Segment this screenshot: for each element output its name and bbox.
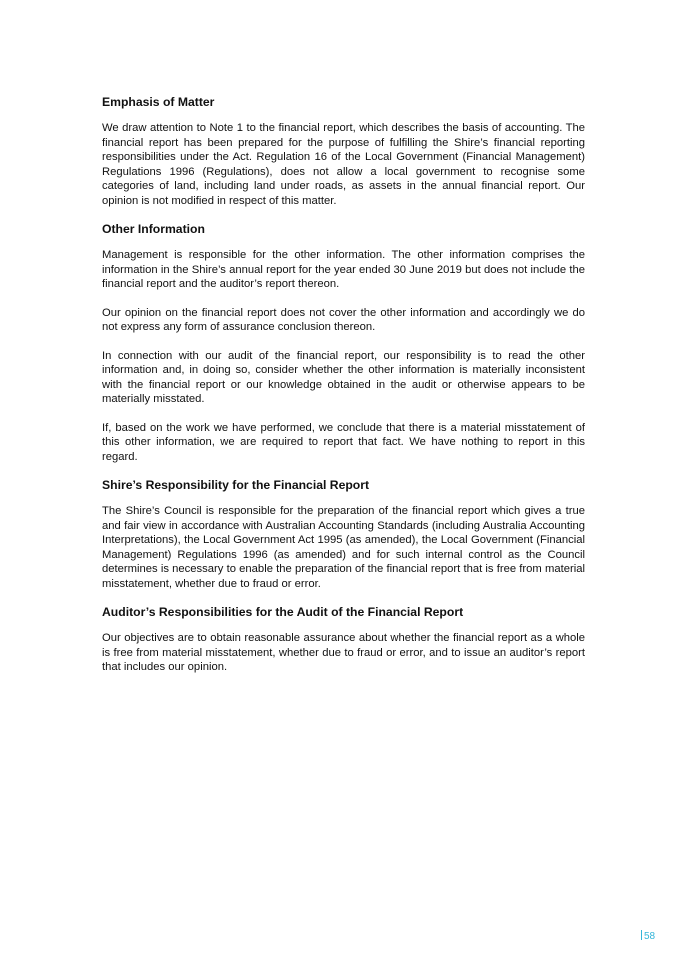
page-number-value: 58: [644, 931, 656, 942]
section-auditor-responsibilities: [102, 605, 585, 675]
section-heading: Other Information: [102, 222, 205, 236]
paragraph: The Shire’s Council is responsible for the preparation of the financial report which gives a true and fair view in accordance with Australian Accounting Standards (including Australia Accounting Interpretations), the Local Government Act 1995 (as amended), the Local Government (Financial Management) Regulations 1996 (as amended) and for such internal control as the Council determines is necessary to enable the preparation of the financial report that is free from material misstatement, whether due to fraud or error.: [102, 505, 585, 590]
paragraph: We draw attention to Note 1 to the financial report, which describes the basis of accounting. The financial report has been prepared for the purpose of fulfilling the Shire’s financial reporting responsibilities under the Act. Regulation 16 of the Local Government (Financial Management) Regulations 1996 (Regulations), does not allow a local government to recognise some categories of land, including land under roads, as assets in the annual financial report. Our opinion is not modified in respect of this matter.: [102, 122, 585, 207]
section-heading: Emphasis of Matter: [102, 95, 215, 109]
section-emphasis-of-matter: [102, 95, 585, 208]
paragraph: Our objectives are to obtain reasonable assurance about whether the financial report as a whole is free from material misstatement, whether due to fraud or error, and to issue an auditor’s report that includes our opinion.: [102, 632, 585, 673]
paragraph: Management is responsible for the other information. The other information comprises the information in the Shire’s annual report for the year ended 30 June 2019 but does not include the financial report and the auditor’s report thereon.: [102, 249, 585, 290]
document-page: [102, 95, 585, 689]
page-number: [641, 930, 655, 943]
page-number-divider: [641, 930, 642, 940]
section-other-information: [102, 222, 585, 464]
section-heading: Auditor’s Responsibilities for the Audit of the Financial Report: [102, 605, 464, 619]
paragraph: In connection with our audit of the financial report, our responsibility is to read the other information and, in doing so, consider whether the other information is materially inconsistent with the financial report or our knowledge obtained in the audit or otherwise appears to be materially misstated.: [102, 349, 585, 405]
paragraph: Our opinion on the financial report does not cover the other information and accordingly we do not express any form of assurance conclusion thereon.: [102, 306, 585, 333]
section-heading: Shire’s Responsibility for the Financial Report: [102, 478, 370, 492]
section-shire-responsibility: [102, 478, 585, 591]
paragraph: If, based on the work we have performed, we conclude that there is a material misstatement of this other information, we are required to report that fact. We have nothing to report in this regard.: [102, 421, 585, 463]
